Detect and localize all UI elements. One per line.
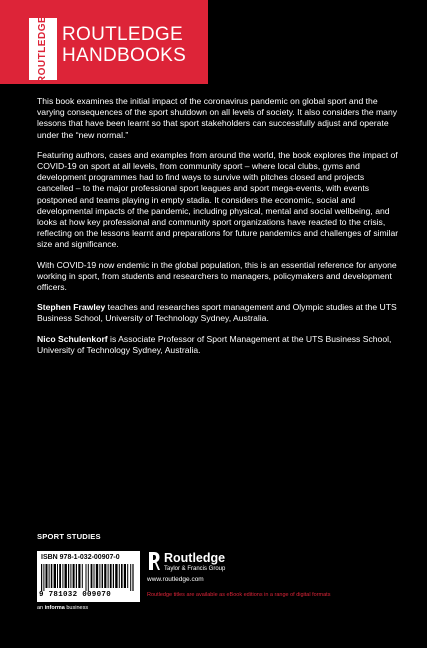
- blurb-paragraph-3: With COVID-19 now endemic in the global population, this is an essential reference for anyone working in sport, from students and researchers to managers, policymakers and development officers.: [37, 259, 397, 293]
- routledge-badge: [29, 15, 57, 83]
- routledge-logo-icon: [147, 550, 161, 572]
- blurb-paragraph-1: This book examines the initial impact of the coronavirus pandemic on global sport and the varying consequences of the sport shutdown on all levels of society. It also considers the many lessons that have been learnt so that sport stakeholders can successfully adjust and operate under the “new normal.”: [37, 96, 398, 140]
- author-bio-1: [37, 302, 399, 324]
- series-label: SPORT STUDIES: [37, 532, 101, 541]
- blurb-paragraph-2: Featuring authors, cases and examples from around the world, the book explores the impact of COVID-19 on sport at all levels, from community sport – where local clubs, gyms and development programmes had to find ways to survive with pitches closed and projects cancelled – to the major professional sport leagues and sport mega-events, with events postponed and teams playing in empty stadia. It considers the economic, social and developmental impacts of the pandemic, including physical, mental and social wellbeing, and looks at how key professional and community sport organizations have reacted to the crisis, reflecting on the lessons learnt and preparations for future pandemics and challenges of similar size and significance.: [37, 149, 399, 250]
- ebook-note: Routledge titles are available as eBook editions in a range of digital formats: [147, 592, 331, 598]
- barcode-bars: [41, 564, 136, 591]
- publisher-group: Taylor & Francis Group: [164, 566, 226, 572]
- informa-line: [37, 605, 88, 611]
- author-bio-2: [37, 334, 399, 356]
- isbn-barcode: [37, 551, 140, 602]
- publisher-name: Routledge: [164, 551, 226, 565]
- author-name-1: Stephen Frawley: [37, 302, 106, 313]
- badge-text: ROUTLEDGE: [37, 15, 49, 83]
- informa-prefix: an: [37, 605, 45, 611]
- back-cover-text: [37, 96, 399, 365]
- series-brand: [62, 24, 186, 66]
- author-text-2: is Associate Professor of Sport Management at the UTS Business School, University of Technology Sydney, Australia.: [37, 333, 392, 355]
- isbn-text: ISBN 978-1-032-00907-0: [41, 554, 120, 561]
- informa-brand: informa: [44, 605, 65, 611]
- brand-line-1: ROUTLEDGE: [62, 24, 183, 45]
- author-text-1: teaches and researches sport management and Olympic studies at the UTS Business School, University of Technology Sydney, Australia.: [37, 302, 397, 324]
- author-name-2: Nico Schulenkorf: [37, 333, 108, 344]
- barcode-number: 9 781032 009070: [39, 591, 112, 599]
- brand-line-2: HANDBOOKS: [62, 45, 187, 66]
- informa-suffix: business: [64, 605, 89, 611]
- series-banner: [0, 0, 208, 84]
- publisher-url: www.routledge.com: [147, 576, 204, 583]
